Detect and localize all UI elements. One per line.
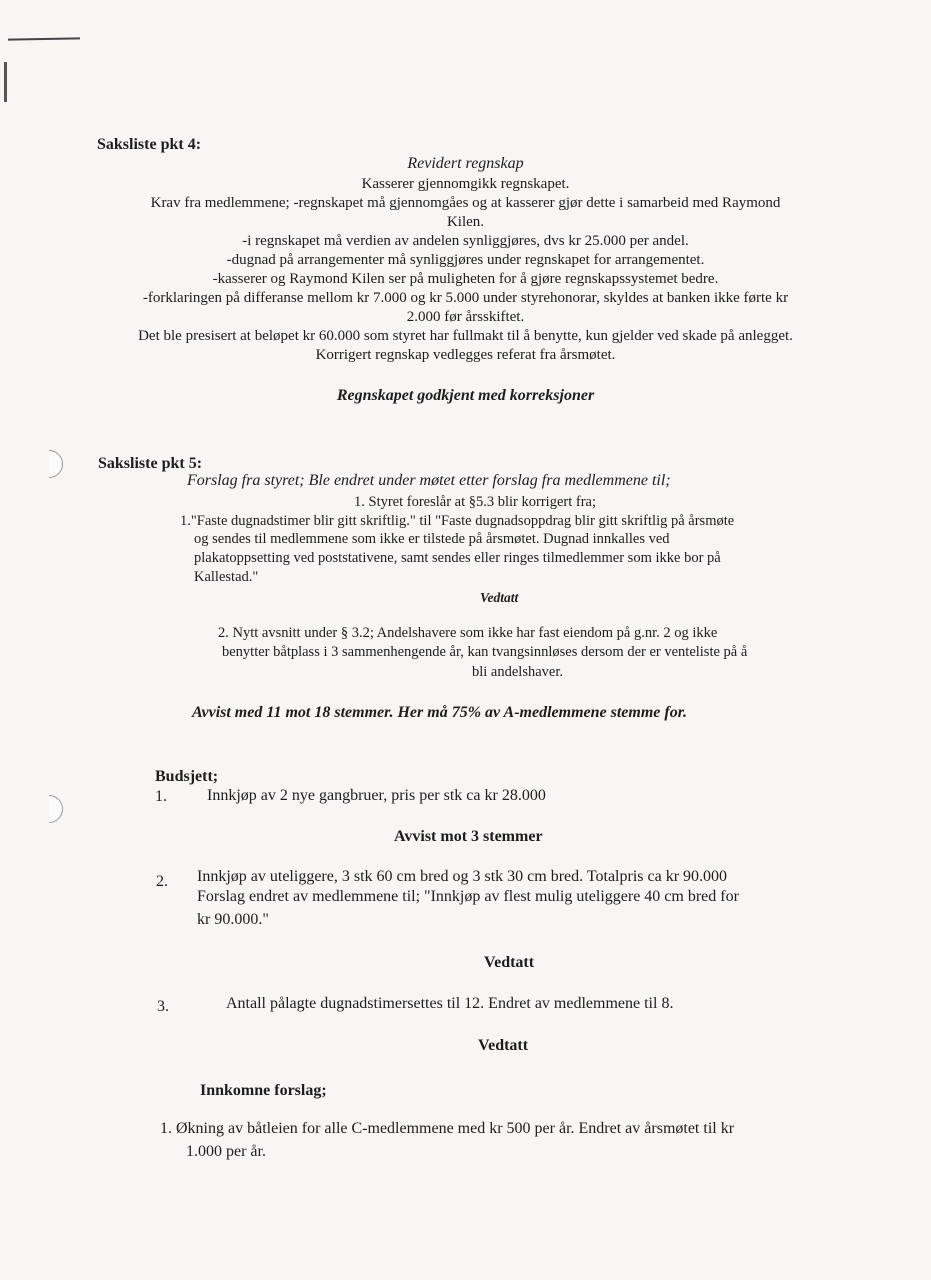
pkt4-line: Korrigert regnskap vedlegges referat fra årsmøtet. bbox=[315, 347, 616, 363]
pkt4-line: -dugnad på arrangementer må synliggjøres under regnskapet for arrangementet. bbox=[226, 252, 705, 268]
pkt5-item2-line: bli andelshaver. bbox=[472, 664, 564, 680]
pkt5-heading: Saksliste pkt 5: bbox=[98, 455, 203, 472]
pkt4-line: Det ble presisert at beløpet kr 60.000 som styret har fullmakt til å benytte, kun gjelder ved skade på anlegget. bbox=[138, 328, 793, 344]
budsjett-item-result: Vedtatt bbox=[484, 954, 535, 971]
budsjett-item-line: Antall pålagte dugnadstimersettes til 12. Endret av medlemmene til 8. bbox=[226, 995, 674, 1012]
pkt4-line: 2.000 før årsskiftet. bbox=[406, 309, 525, 325]
budsjett-item-result: Vedtatt bbox=[478, 1037, 529, 1054]
punch-hole-upper bbox=[35, 450, 63, 478]
pkt5-item1-head: 1. Styret foreslår at §5.3 blir korrigert fra; bbox=[354, 494, 596, 510]
edge-mark bbox=[4, 62, 7, 102]
budsjett-item-result: Avvist mot 3 stemmer bbox=[394, 828, 543, 845]
pkt5-item1-line: 1."Faste dugnadstimer blir gitt skriftlig." til "Faste dugnadsoppdrag blir gitt skriftlig på årsmøte bbox=[180, 513, 735, 529]
pkt5-intro: Forslag fra styret; Ble endret under møtet etter forslag fra medlemmene til; bbox=[187, 472, 671, 489]
pkt5-item1-line: Kallestad." bbox=[194, 569, 259, 585]
budsjett-item-line: kr 90.000." bbox=[197, 911, 269, 928]
innkomne-heading: Innkomne forslag; bbox=[200, 1082, 327, 1099]
punch-hole-lower bbox=[35, 795, 63, 823]
pkt4-heading: Saksliste pkt 4: bbox=[97, 136, 202, 153]
pkt5-item2-line: benytter båtplass i 3 sammenhengende år, kan tvangsinnløses dersom der er venteliste på å bbox=[222, 644, 748, 660]
pkt4-subtitle: Revidert regnskap bbox=[407, 155, 524, 172]
innkomne-item-line: 1.000 per år. bbox=[186, 1143, 266, 1160]
budsjett-heading: Budsjett; bbox=[155, 768, 219, 785]
pkt4-line: Kilen. bbox=[446, 214, 485, 230]
pkt4-result: Regnskapet godkjent med korreksjoner bbox=[336, 387, 595, 404]
budsjett-item-line: Innkjøp av 2 nye gangbruer, pris per stk ca kr 28.000 bbox=[207, 787, 546, 804]
pkt5-item1-line: og sendes til medlemmene som ikke er tilstede på årsmøtet. Dugnad innkalles ved bbox=[194, 531, 670, 547]
budsjett-item-number: 2. bbox=[156, 873, 168, 890]
pkt4-line: Kasserer gjennomgikk regnskapet. bbox=[361, 176, 570, 192]
pkt5-item2-line: 2. Nytt avsnitt under § 3.2; Andelshavere som ikke har fast eiendom på g.nr. 2 og ikke bbox=[218, 625, 718, 641]
pkt4-line: -kasserer og Raymond Kilen ser på muligheten for å gjøre regnskapssystemet bedre. bbox=[212, 271, 719, 287]
pkt4-line: Krav fra medlemmene; -regnskapet må gjennomgåes og at kasserer gjør dette i samarbeid med Raymond bbox=[150, 195, 781, 211]
pkt5-item2-result: Avvist med 11 mot 18 stemmer. Her må 75% av A-medlemmene stemme for. bbox=[192, 704, 688, 721]
pkt4-line: -forklaringen på differanse mellom kr 7.000 og kr 5.000 under styrehonorar, skyldes at banken ikke førte kr bbox=[142, 290, 789, 306]
budsjett-item-line: Forslag endret av medlemmene til; "Innkjøp av flest mulig uteliggere 40 cm bred for bbox=[197, 888, 739, 905]
budsjett-item-line: Innkjøp av uteliggere, 3 stk 60 cm bred og 3 stk 30 cm bred. Totalpris ca kr 90.000 bbox=[197, 868, 728, 885]
pkt5-item1-result: Vedtatt bbox=[480, 590, 519, 605]
pkt4-line: -i regnskapet må verdien av andelen synliggjøres, dvs kr 25.000 per andel. bbox=[242, 233, 689, 249]
budsjett-item-number: 3. bbox=[157, 998, 169, 1015]
pkt5-item1-line: plakatoppsetting ved poststativene, samt sendes eller ringes tilmedlemmer som ikke bor på bbox=[194, 550, 721, 566]
staple-mark bbox=[8, 37, 80, 40]
budsjett-item-number: 1. bbox=[155, 788, 167, 805]
innkomne-item-line: 1. Økning av båtleien for alle C-medlemmene med kr 500 per år. Endret av årsmøtet til kr bbox=[160, 1120, 735, 1137]
